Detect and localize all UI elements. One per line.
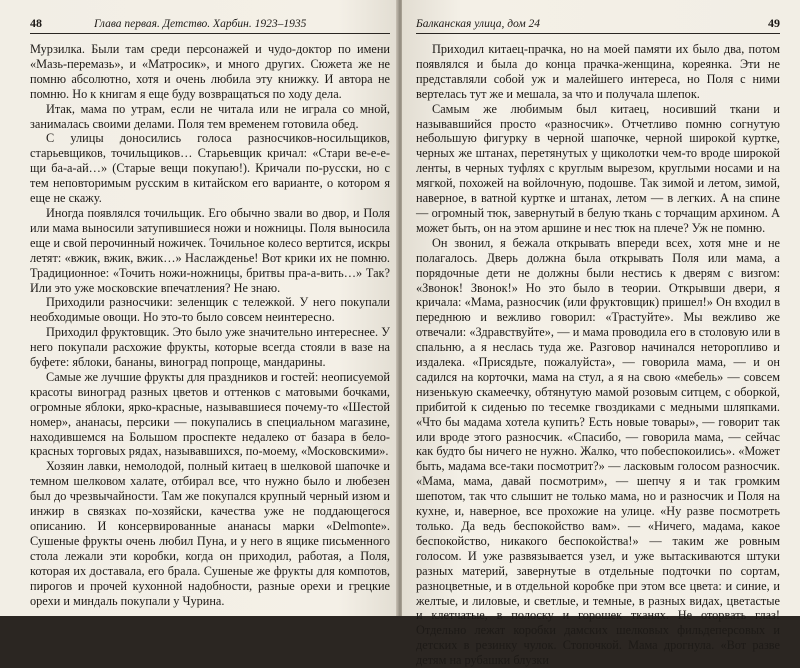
left-page-header [30,16,390,34]
paragraph: Мурзилка. Были там среди персонажей и чудо-доктор по имени «Мазь-перемазь», и «Матросик», и много других. Сюжета же не помню абсолютно, хотя и очень любила эту книжку. И автора не помню. Но к книгам я еще буду возвращаться по ходу дела. [30,42,390,101]
paragraph: Хозяин лавки, немолодой, полный китаец в шелковой шапочке и темном шелковом халате, отбирал все, что нужно было и любезен был до чрезвычайности. Там же покупался крупный черный изюм и инжир в связках по-хозяйски, качества уже не поддающегося описанию. И консервированные ананасы марки «Delmonte». Сушеные фрукты очень любил Пуна, и у него в ящике письменного стола лежали эти коробки, когда он приходил, работая, а Поля, которая их доставала, его брала. Сушеные же фрукты для компотов, пирогов и прочей кухонной надобности, разные орехи и грецкие орехи и миндаль покупали у Чурина. [30,459,390,608]
paragraph: Приходил китаец-прачка, но на моей памяти их было два, потом появлялся и была до конца прачка-женщина, кореянка. Эти не представляли собой уж и малейшего интереса, но Поля с ними вертелась тут же и мешала, за что и получала шлепок. [416,42,780,101]
paragraph: С улицы доносились голоса разносчиков-носильщиков, старьевщиков, точильщиков… Старьевщик кричал: «Стари ве-е-е-щи ба-а-ай…» (Старые вещи покупаю!). Кричали по-русски, но с тем неповторимым русским в китайском его варианте, о котором я еще не скажу. [30,131,390,206]
left-running-title: Глава первая. Детство. Харбин. 1923–1935 [94,18,307,30]
right-page-text [416,42,780,668]
paragraph: Самым же любимым был китаец, носивший ткани и называвшийся просто «разносчик». Отчетливо помню согнутую небольшую фигурку в черной шапочке, черной широкой куртке, черных же штанах, перетянутых у щиколотки чем-то вроде широкой ленты, в черных туфлях с круглым вырезом, круглыми носами и на мягкой, похожей на войлочную, подошве. Так зимой и летом, зимой, наверное, в ватной куртке и штанах, летом — в легких. А на спине — огромный тюк, завернутый в белую ткань с торчащим архином. А может быть, он на этом аршине и нес тюк на плече? Уж не помню. [416,101,780,235]
paragraph: Он звонил, я бежала открывать впереди всех, хотя мне и не полагалось. Дверь должна была открывать Поля или мама, а порядочные дети не должны были нестись к дверям с визгом: «Звонок! Звонок!» Но это было в теории. Открывши двери, я кричала: «Мама, разносчик (или фруктовщик) пришел!» Он входил в переднюю и вежливо говорил: «Трастуйте». Мы вежливо же отвечали: «Здравствуйте», — и мама проводила его в столовую или в спальню, а я неслась туда же. Разговор начинался неторопливо и издалека. «Присядьте, пожалуйста», — говорила мама, — и он садился на корточки, мама на стул, а я на свою «мебель» — совсем низенькую скамеечку, обтянутую мамой розовым ситцем, с оборкой, прибитой к сиденью по тесемке гвоздиками с медными шляпками. «Что бы мадама хотела купить? Есть новые товары», — говорит так или вроде этого разносчик. «Спасибо, — говорила мама, — сейчас как будто бы ничего не нужно. Жалко, что побеспокоились». «Может быть, мадама все-таки посмотрит?» — ласковым голосом разносчик. «Мама, мама, давай посмотрим», — шепчу я и так громким шепотом, так что слышит не только мама, но и разносчик и Поля на кухне, и, наверное, все прохожие на улице. «Ну разве посмотреть только. Да ведь беспокойство вам». — «Ничего, мадама, какое беспокойство, никакого беспокойства!» — таким же ровным голосом. И уже развязывается узел, и уже вытаскиваются штуки разных материй, завернутые в отдельные подточки по сортам, разноцветные, и в отдельной коробке при этом все цвета: и синие, и желтые, и лиловые, и светлые, и темные, в разных видах, цветастые и клетчатые, в полоску и горошек тканях. Не оторвать глаз! Отдельно лежат коробки дамских шелковых фильдеперсовых и детских в резинку чулок. Стопочкой. Мама дрогнула. «Вот разве детям на рубашки блузки [416,235,780,668]
right-page [402,0,800,668]
paragraph: Приходил фруктовщик. Это было уже значительно интереснее. У него покупали расхожие фрукты, которые всегда стояли в вазе на буфете: яблоки, бананы, виноград попроще, мандарины. [30,325,390,370]
left-page [0,0,398,616]
paragraph: Самые же лучшие фрукты для праздников и гостей: неописуемой красоты виноград разных цветов и оттенков с матовыми бочками, огромные яблоки, ярко-красные, называвшиеся почему-то «Шестой номер», ананасы, персики — покупались в специальном магазине, находившемся на Большом проспекте недалеко от базара в бело-красных торговых рядах, называвшихся, по-моему, «Московскими». [30,369,390,459]
right-page-header [416,16,780,34]
left-page-number: 48 [30,16,42,30]
left-page-text [30,42,390,608]
paragraph: Итак, мама по утрам, если не читала или не играла со мной, занималась своими делами. Поля тем временем готовила обед. [30,101,390,131]
right-page-number: 49 [768,16,780,30]
paragraph: Приходили разносчики: зеленщик с тележкой. У него покупали необходимые овощи. Но это-то было совсем неинтересно. [30,295,390,325]
right-running-title: Балканская улица, дом 24 [416,18,541,30]
paragraph: Иногда появлялся точильщик. Его обычно звали во двор, и Поля или мама выносили затупившиеся ножи и ножницы. Поля выносила еще и свой перочинный ножичек. Точильное колесо вертится, искры летят: «вжик, вжик, вжик…» Наслажденье! Вот крики их не помню. Традиционное: «Точить ножи-ножницы, бритвы пра-а-вить…» Так? Или это уже московские впечатления? Не знаю. [30,205,390,295]
